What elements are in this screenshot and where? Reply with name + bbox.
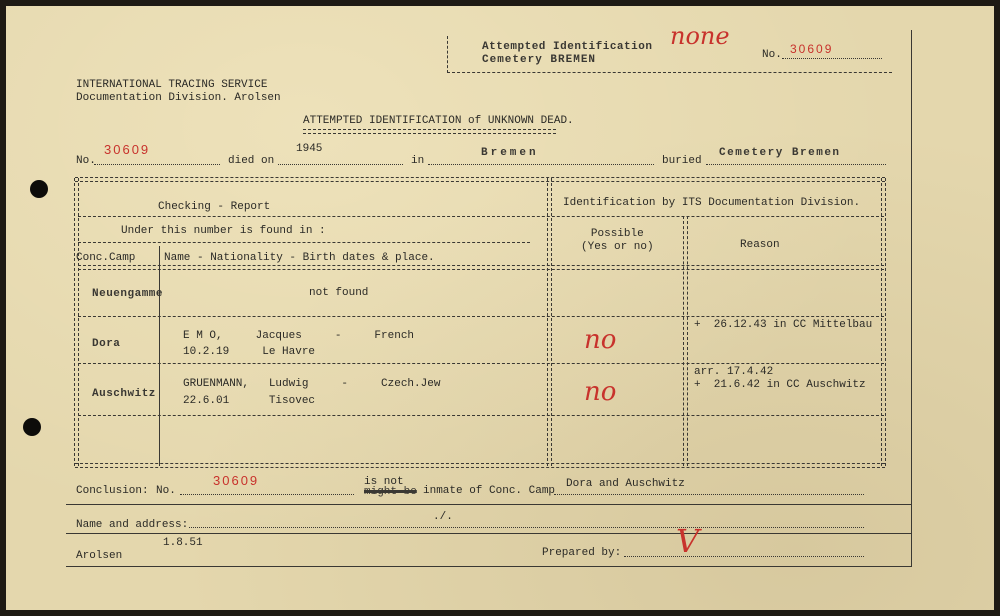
org-name: INTERNATIONAL TRACING SERVICE bbox=[76, 79, 268, 91]
footer-date: 1.8.51 bbox=[163, 537, 203, 549]
col-name-header: Name - Nationality - Birth dates & place. bbox=[164, 252, 435, 264]
row2-reason-line1: + 26.12.43 in CC Mittelbau bbox=[694, 319, 873, 331]
found-in-header: Under this number is found in : bbox=[121, 225, 326, 237]
prepared-by-dots bbox=[624, 556, 864, 557]
name-address-label: Name and address: bbox=[76, 519, 189, 531]
checking-header: Checking - Report bbox=[158, 201, 271, 213]
buried-value: Cemetery Bremen bbox=[719, 147, 841, 159]
org-division: Documentation Division. Arolsen bbox=[76, 92, 281, 104]
doc-title-underline bbox=[303, 129, 556, 134]
name-address-dots bbox=[189, 527, 864, 528]
table-left-border-inner bbox=[78, 178, 79, 466]
in-dots bbox=[428, 164, 654, 165]
row3-camp: Auschwitz bbox=[92, 388, 156, 400]
table-line-colheads bbox=[78, 265, 884, 270]
in-value: Bremen bbox=[481, 147, 539, 159]
prepared-by-label: Prepared by: bbox=[542, 547, 622, 559]
buried-label: buried bbox=[662, 155, 702, 167]
doc-title: ATTEMPTED IDENTIFICATION of UNKNOWN DEAD. bbox=[303, 115, 574, 127]
identification-header: Identification by ITS Documentation Division. bbox=[563, 197, 861, 209]
row2-camp: Dora bbox=[92, 338, 121, 350]
header-box-no-label: No. bbox=[762, 49, 782, 61]
col-camp-header: Conc.Camp bbox=[76, 252, 136, 264]
table-right-border bbox=[881, 178, 882, 466]
header-box-no-value: 30609 bbox=[790, 42, 834, 56]
punch-hole-top bbox=[30, 180, 48, 198]
conclusion-camps: Dora and Auschwitz bbox=[566, 478, 685, 490]
conclusion-inmate: inmate of Conc. Camp bbox=[423, 485, 556, 497]
punch-hole-bottom bbox=[23, 418, 41, 436]
record-no-label: No. bbox=[76, 155, 96, 167]
record-no-value: 30609 bbox=[104, 142, 151, 157]
col-possible-header: Possible (Yes or no) bbox=[581, 228, 654, 253]
card-right-rule bbox=[911, 30, 912, 567]
record-no-dots bbox=[94, 164, 220, 165]
signature: V bbox=[676, 522, 700, 560]
conclusion-is-not: is not bbox=[364, 476, 404, 488]
table-divider-camp bbox=[159, 246, 160, 466]
conclusion-no-value: 30609 bbox=[213, 473, 260, 488]
identification-card bbox=[6, 6, 994, 610]
table-line-row3 bbox=[78, 415, 884, 416]
row2-possible: no bbox=[584, 325, 617, 355]
footer-rule-mid bbox=[66, 533, 911, 534]
table-divider-reason bbox=[683, 216, 684, 466]
table-top-border bbox=[75, 177, 885, 182]
row3-possible: no bbox=[584, 377, 617, 407]
row1-camp: Neuengamme bbox=[92, 288, 164, 300]
died-dots bbox=[278, 164, 403, 165]
table-line-foundin bbox=[78, 242, 530, 243]
table-line-row1 bbox=[78, 316, 884, 317]
col-reason-header: Reason bbox=[740, 239, 780, 251]
table-line-header bbox=[78, 216, 884, 217]
died-label: died on bbox=[228, 155, 275, 167]
row2-name-line2: 10.2.19 Le Havre bbox=[183, 346, 316, 358]
conclusion-camp-dots bbox=[554, 494, 864, 495]
table-right-border-inner bbox=[885, 178, 886, 466]
table-line-row2 bbox=[78, 363, 884, 364]
footer-rule-bottom bbox=[66, 566, 911, 567]
row3-name-line1: GRUENMANN, Ludwig - Czech.Jew bbox=[183, 378, 441, 390]
header-box-line2: Cemetery BREMEN bbox=[482, 54, 597, 66]
row1-name: not found bbox=[309, 287, 369, 299]
row3-name-line2: 22.6.01 Tisovec bbox=[183, 395, 316, 407]
header-box-line1: Attempted Identification bbox=[482, 41, 653, 53]
conclusion-struck: might be bbox=[364, 486, 417, 498]
conclusion-no-label: No. bbox=[156, 485, 176, 497]
footer-place: Arolsen bbox=[76, 550, 123, 562]
name-address-value: ./. bbox=[433, 511, 453, 523]
footer-rule-top bbox=[66, 504, 911, 505]
header-box-handwritten: none bbox=[670, 22, 730, 50]
conclusion-label: Conclusion: bbox=[76, 485, 149, 497]
table-divider-main-inner bbox=[551, 178, 552, 466]
table-divider-reason-inner bbox=[687, 216, 688, 466]
row3-reason-line2: + 21.6.42 in CC Auschwitz bbox=[694, 379, 866, 391]
table-divider-main bbox=[547, 178, 548, 466]
buried-dots bbox=[706, 164, 886, 165]
row3-reason-line1: arr. 17.4.42 bbox=[694, 366, 774, 378]
table-left-border bbox=[74, 178, 75, 466]
row2-name-line1: E M O, Jacques - French bbox=[183, 330, 415, 342]
in-label: in bbox=[411, 155, 425, 167]
header-box-no-dots bbox=[782, 58, 882, 59]
conclusion-no-dots bbox=[180, 494, 354, 495]
died-value: 1945 bbox=[296, 143, 323, 155]
table-bottom-border bbox=[75, 463, 885, 468]
